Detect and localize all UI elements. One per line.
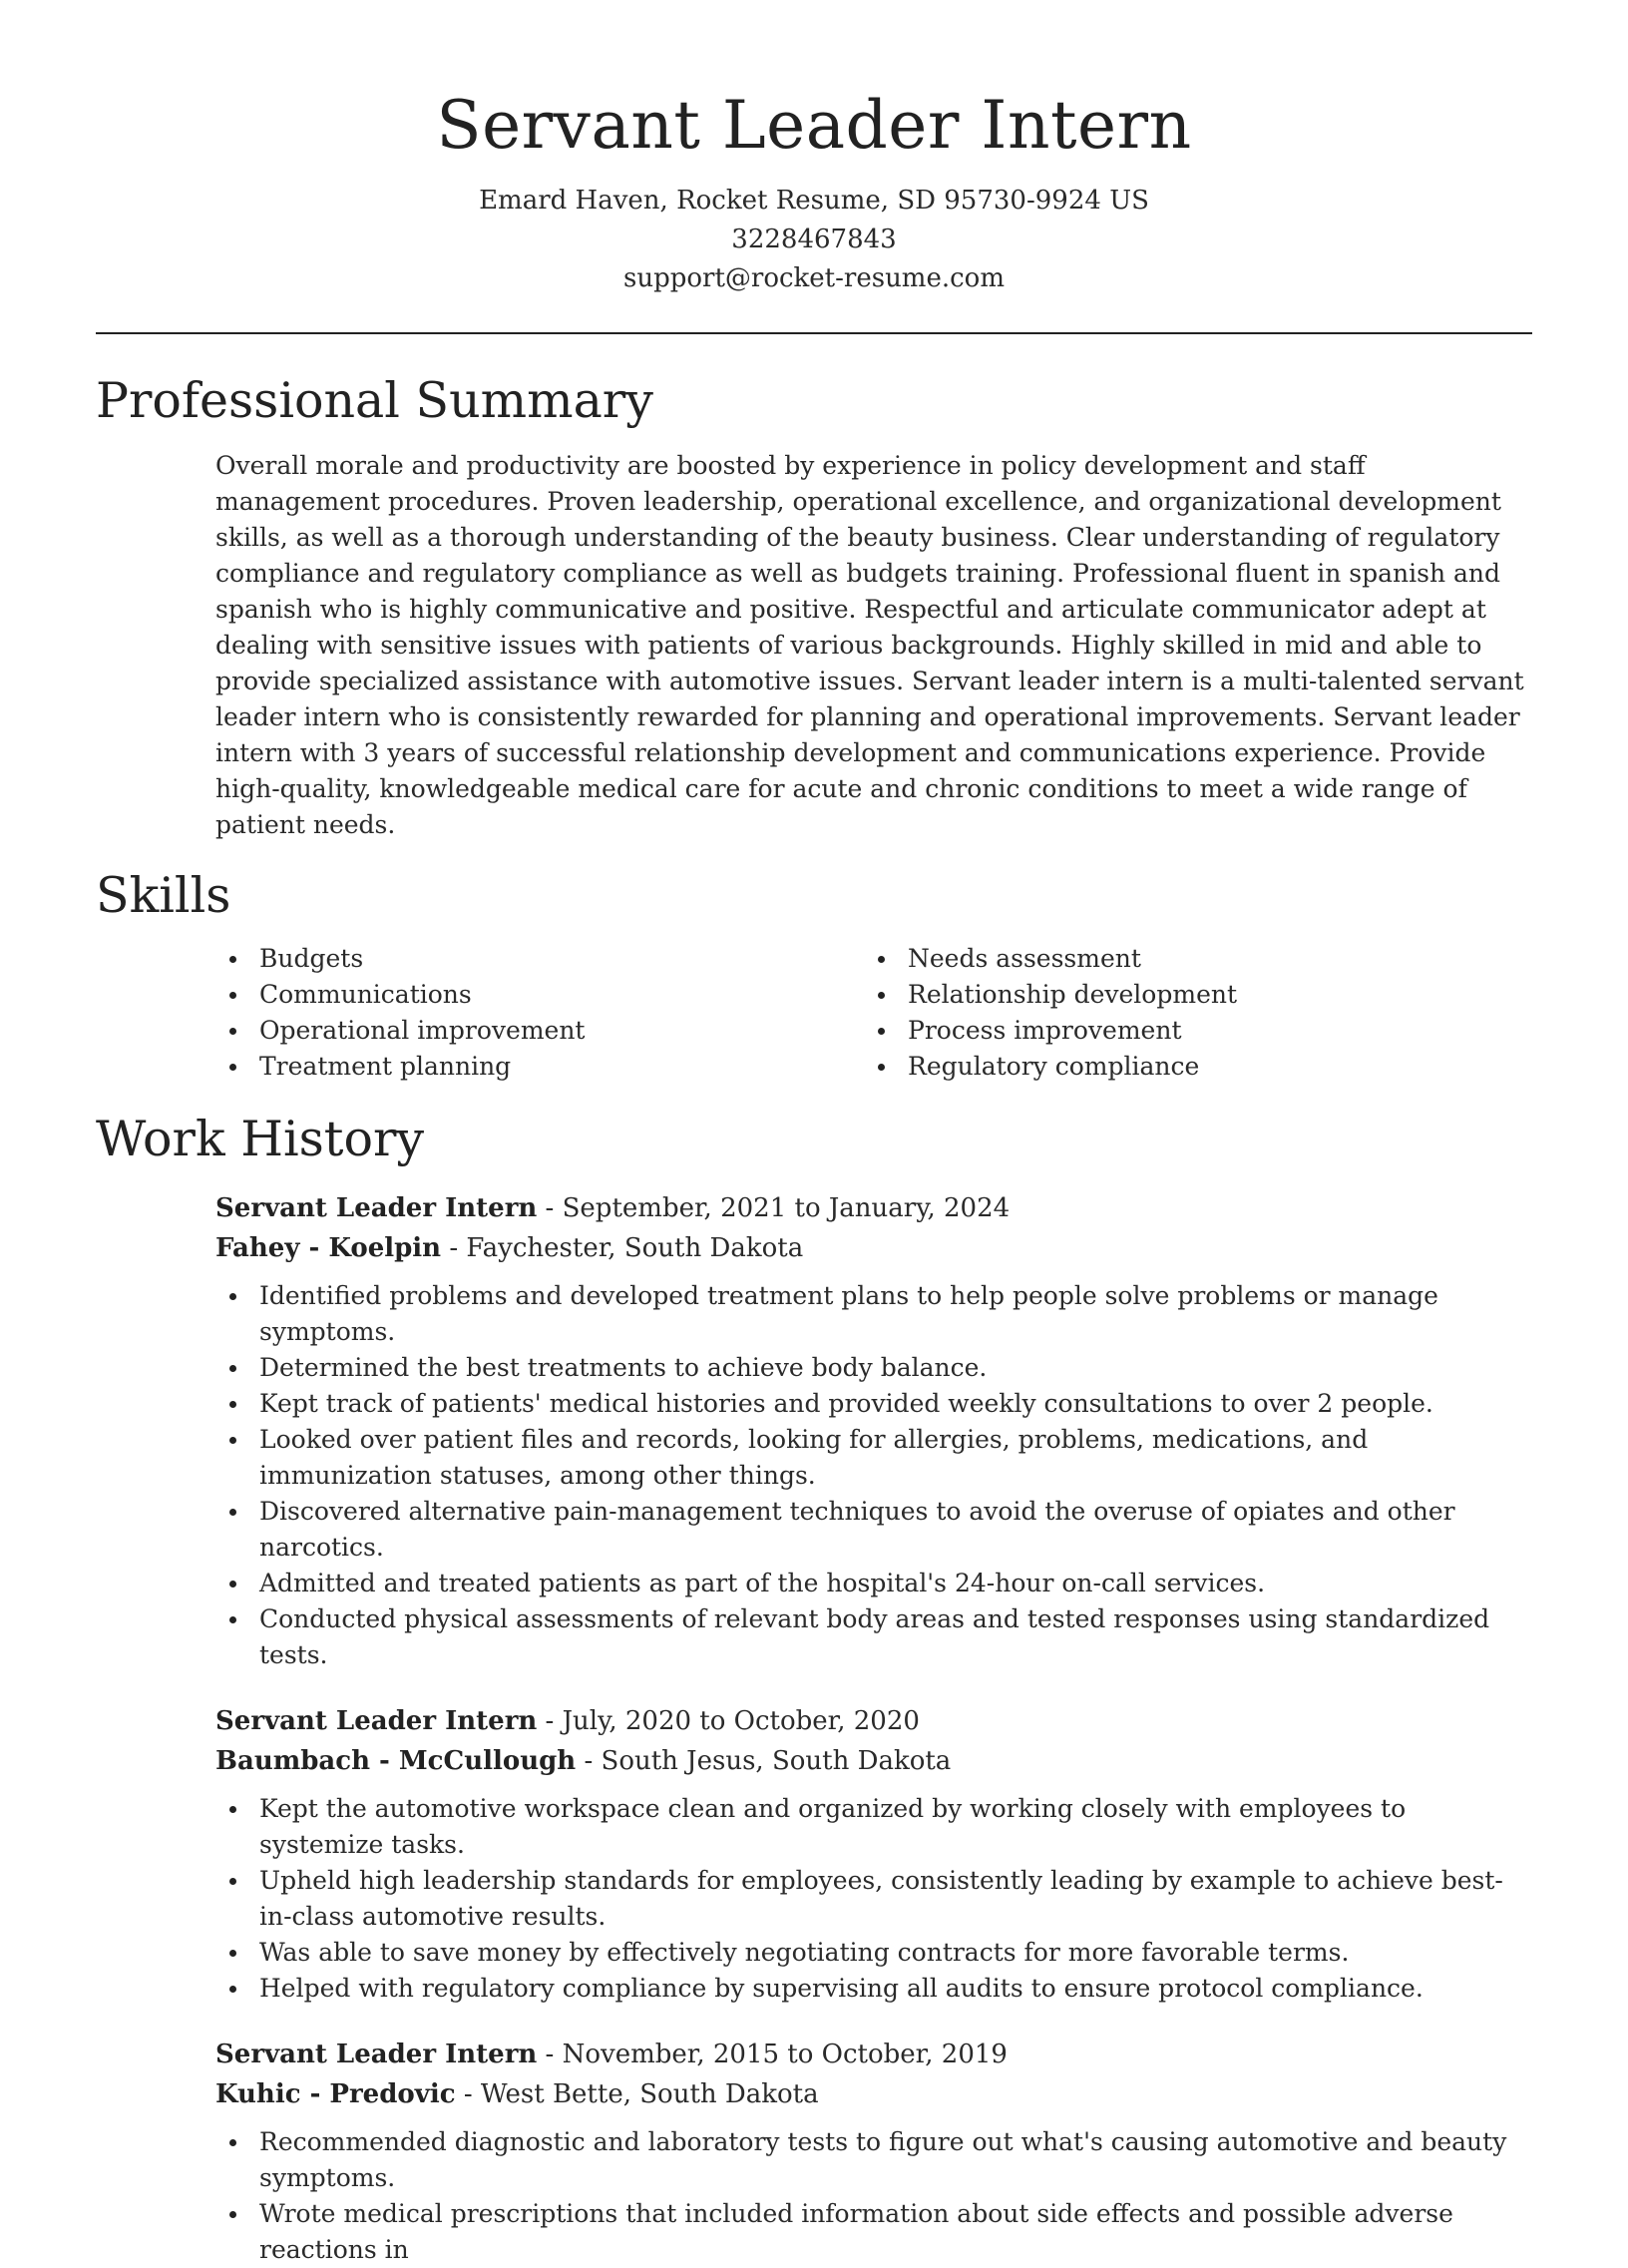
list-item: Recommended diagnostic and laboratory tests to figure out what's causing automotive and beauty symptoms. [215,2124,1532,2196]
list-item: Looked over patient files and records, looking for allergies, problems, medications, and immunization statuses, among other things. [215,1422,1532,1494]
job-entry [215,2035,1532,2268]
resume-page [96,0,1532,2268]
job-dates: - July, 2020 to October, 2020 [537,1706,920,1736]
skill-item: Process improvement [864,1013,1512,1049]
skill-item: Budgets [215,941,864,977]
email: support@rocket-resume.com [622,263,1005,293]
job-dates: - November, 2015 to October, 2019 [537,2040,1008,2069]
summary-section [215,448,1532,843]
list-item: Kept track of patients' medical histories and provided weekly consultations to over 2 people. [215,1386,1532,1422]
job-title-line [215,1188,1532,1228]
address: Emard Haven, Rocket Resume, SD 95730-9924 US [479,186,1149,216]
job-company: Baumbach - McCullough [215,1746,577,1776]
job-company-line [215,2074,1532,2114]
summary-text: Overall morale and productivity are boosted by experience in policy development and staff management procedures. Proven leadership, operational excellence, and organizational development skills, as well as a thorough understanding of the beauty business. Clear understanding of regulatory compliance and regulatory compliance as well as budgets training. Professional fluent in spanish and spanish who is highly communicative and positive. Respectful and articulate communicator adept at dealing with sensitive issues with patients of various backgrounds. Highly skilled in mid and able to provide specialized assistance with automotive issues. Servant leader intern is a multi-talented servant leader intern who is consistently rewarded for planning and operational improvements. Servant leader intern with 3 years of successful relationship development and communications experience. Provide high-quality, knowledgeable medical care for acute and chronic conditions to meet a wide range of patient needs. [215,451,1524,839]
list-item: Wrote medical prescriptions that included information about side effects and possible adverse reactions in [215,2196,1532,2268]
skills-heading: Skills [96,867,231,924]
job-company-line [215,1741,1532,1781]
job-bullets [215,2124,1532,2268]
job-entry [215,1701,1532,2007]
skill-item: Communications [215,977,864,1013]
list-item: Determined the best treatments to achieve body balance. [215,1350,1532,1386]
work-history-heading: Work History [96,1111,425,1167]
job-entry [215,1188,1532,1673]
work-history-section [215,1188,1532,2268]
job-role: Servant Leader Intern [215,1706,538,1736]
job-bullets [215,1791,1532,2007]
skill-item: Needs assessment [864,941,1512,977]
list-item: Discovered alternative pain-management techniques to avoid the overuse of opiates and other narcotics. [215,1494,1532,1566]
skills-section [215,941,1532,1085]
skill-item: Regulatory compliance [864,1049,1512,1085]
job-company: Kuhic - Predovic [215,2079,456,2109]
job-role: Servant Leader Intern [215,2040,538,2069]
header-divider [96,332,1532,334]
skill-item: Treatment planning [215,1049,864,1085]
list-item: Helped with regulatory compliance by supervising all audits to ensure protocol compliance. [215,1971,1532,2007]
skills-list-left [215,941,864,1085]
job-company-line [215,1228,1532,1268]
skills-list-right [864,941,1512,1085]
skill-item: Operational improvement [215,1013,864,1049]
page-title: Servant Leader Intern [436,87,1192,164]
list-item: Kept the automotive workspace clean and organized by working closely with employees to systemize tasks. [215,1791,1532,1863]
list-item: Conducted physical assessments of relevant body areas and tested responses using standardized tests. [215,1601,1532,1673]
list-item: Upheld high leadership standards for employees, consistently leading by example to achieve best-in-class automotive results. [215,1863,1532,1935]
phone: 3228467843 [731,225,897,254]
job-title-line [215,1701,1532,1741]
job-location: - Faychester, South Dakota [441,1233,804,1263]
list-item: Was able to save money by effectively negotiating contracts for more favorable terms. [215,1935,1532,1971]
job-location: - South Jesus, South Dakota [576,1746,952,1776]
job-bullets [215,1278,1532,1673]
job-dates: - September, 2021 to January, 2024 [537,1193,1011,1223]
skill-item: Relationship development [864,977,1512,1013]
job-location: - West Bette, South Dakota [455,2079,819,2109]
list-item: Identified problems and developed treatment plans to help people solve problems or manage symptoms. [215,1278,1532,1350]
summary-heading: Professional Summary [96,372,653,429]
contact-block [96,182,1532,298]
resume-header [96,0,1532,298]
job-role: Servant Leader Intern [215,1193,538,1223]
list-item: Admitted and treated patients as part of the hospital's 24-hour on-call services. [215,1566,1532,1601]
job-title-line [215,2035,1532,2074]
job-company: Fahey - Koelpin [215,1233,442,1263]
